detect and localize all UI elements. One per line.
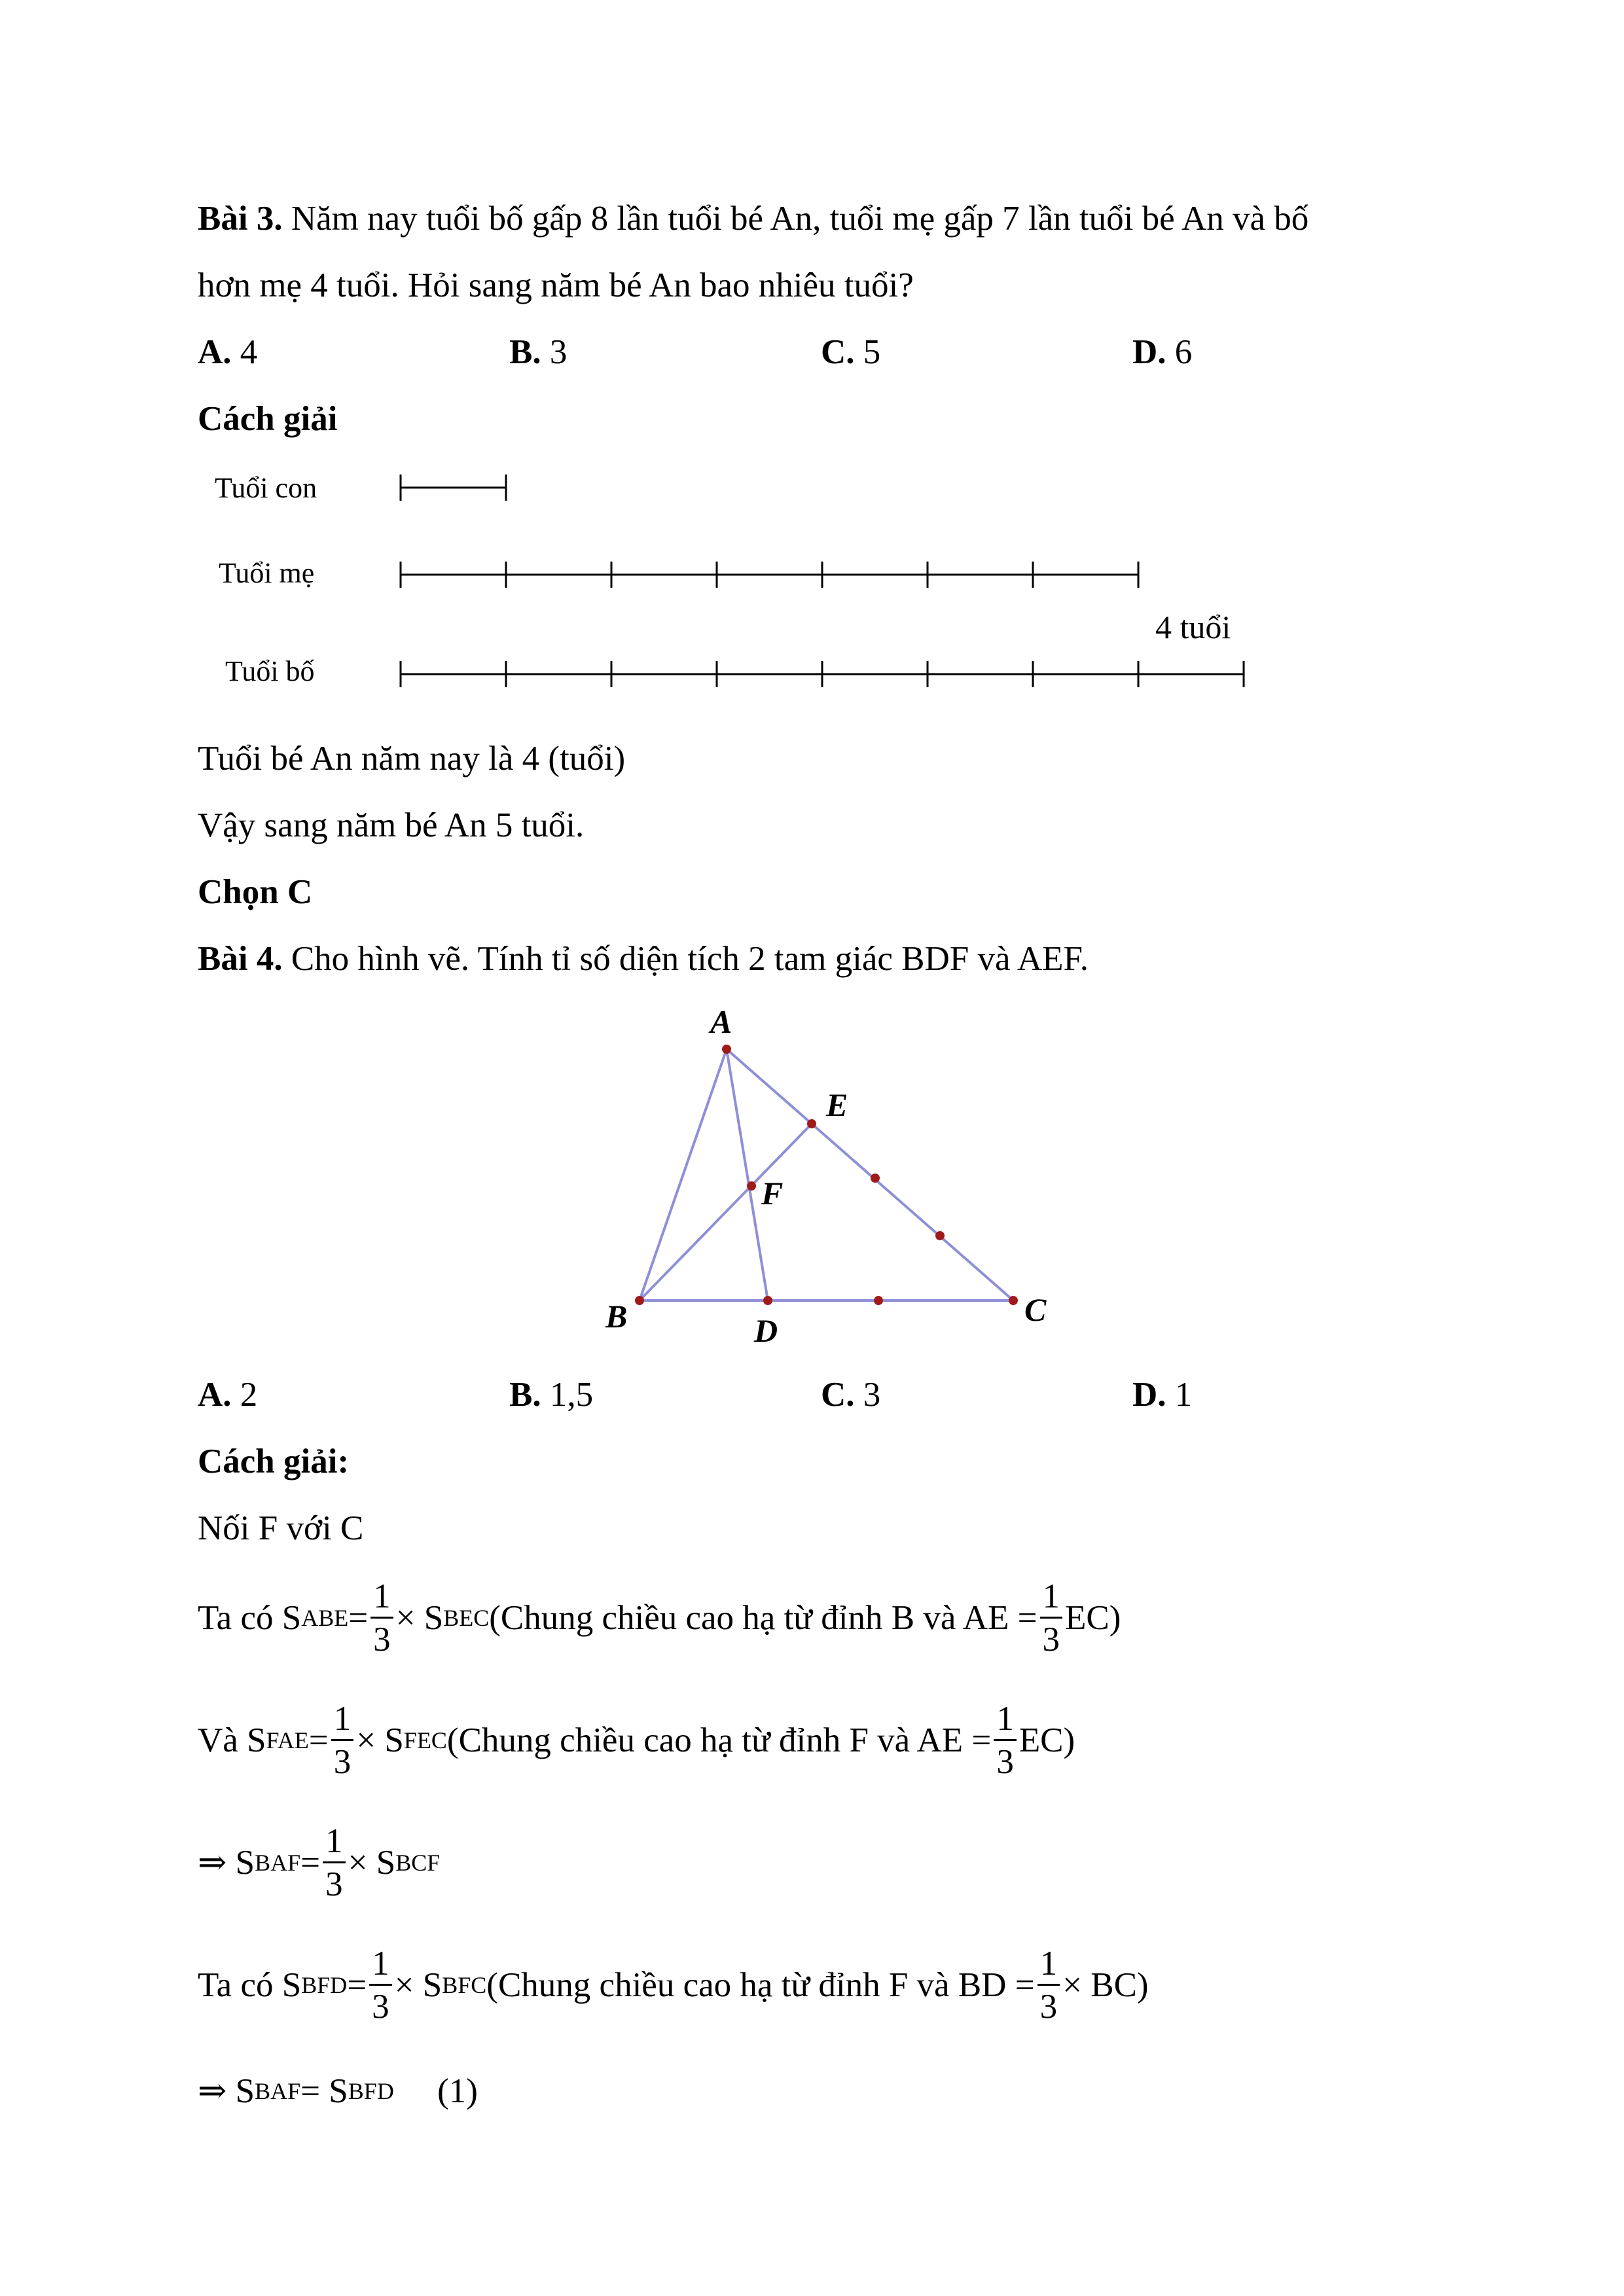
point-ac-mark2 bbox=[935, 1231, 945, 1240]
math-line-2: Và S FAE = $\frac{1}{3}$ × S FEC (Chung chiều cao hạ từ đỉnh F và AE = $\frac{1}{3}$ EC) bbox=[198, 1699, 1075, 1781]
option-value: 5 bbox=[854, 333, 881, 371]
equation-number: (1) bbox=[393, 2072, 478, 2110]
option-value: 1,5 bbox=[541, 1376, 594, 1414]
text: (Chung chiều cao hạ từ đỉnh F và BD = bbox=[486, 1965, 1035, 2004]
fraction bbox=[323, 1821, 346, 1903]
text: ⇒ S bbox=[198, 2072, 255, 2110]
point-ac-mark1 bbox=[871, 1174, 880, 1183]
text: = bbox=[308, 1721, 329, 1759]
bai4-question-text: Cho hình vẽ. Tính tỉ số diện tích 2 tam giác BDF và AEF. bbox=[282, 940, 1089, 978]
text: × S bbox=[395, 1598, 444, 1637]
label-e: E bbox=[826, 1086, 848, 1123]
fraction bbox=[994, 1699, 1017, 1781]
fraction bbox=[331, 1699, 354, 1781]
text: ⇒ S bbox=[198, 1843, 255, 1882]
option-letter: A. bbox=[198, 333, 232, 371]
option-value: 3 bbox=[854, 1376, 881, 1414]
text: Ta có S bbox=[198, 1965, 302, 2004]
bai4-solution-heading: Cách giải: bbox=[198, 1443, 350, 1480]
point-a bbox=[722, 1045, 731, 1054]
denominator: 3 bbox=[325, 1865, 343, 1903]
option-letter: C. bbox=[821, 1376, 855, 1414]
bai4-option-d bbox=[1132, 1378, 1192, 1412]
denominator: 3 bbox=[996, 1742, 1014, 1781]
text: × BC) bbox=[1062, 1965, 1149, 2004]
label-f: F bbox=[761, 1175, 784, 1211]
numerator: 1 bbox=[1038, 1946, 1060, 1986]
text: EC) bbox=[1019, 1721, 1075, 1759]
bai4-option-b bbox=[509, 1378, 593, 1412]
numerator: 1 bbox=[994, 1702, 1017, 1741]
point-c bbox=[1009, 1296, 1018, 1305]
text: = bbox=[348, 1598, 369, 1637]
denominator: 3 bbox=[372, 1987, 389, 2026]
math-line-3: ⇒ S BAF = $\frac{1}{3}$ × S BCF bbox=[198, 1821, 441, 1903]
bai4-title: Bài 4. bbox=[198, 940, 283, 978]
numerator: 1 bbox=[1040, 1579, 1063, 1619]
text: = bbox=[300, 1843, 321, 1882]
numerator: 1 bbox=[323, 1824, 346, 1863]
point-d bbox=[763, 1296, 772, 1305]
option-letter: C. bbox=[821, 333, 855, 371]
bai3-option-b bbox=[509, 335, 567, 370]
math-line-1: Ta có S ABE = $\frac{1}{3}$ × S BEC (Chung chiều cao hạ từ đỉnh B và AE = $\frac{1}{3}$ EC) bbox=[198, 1577, 1121, 1659]
option-value: 4 bbox=[231, 333, 258, 371]
point-bc-mark bbox=[874, 1296, 883, 1305]
denominator: 3 bbox=[1042, 1620, 1060, 1659]
label-a: A bbox=[710, 1003, 732, 1040]
text: Ta có S bbox=[198, 1598, 302, 1637]
option-value: 6 bbox=[1166, 333, 1193, 371]
text: × S bbox=[356, 1721, 404, 1759]
text: (Chung chiều cao hạ từ đỉnh F và AE = bbox=[446, 1721, 992, 1759]
label-tuoi-con: Tuổi con bbox=[215, 472, 317, 504]
label-4-tuoi: 4 tuổi bbox=[1155, 609, 1231, 645]
point-b bbox=[635, 1296, 644, 1305]
age-segment-diagram bbox=[196, 452, 1309, 713]
bai4-option-a bbox=[198, 1378, 257, 1412]
denominator: 3 bbox=[333, 1742, 352, 1781]
triangle-figure bbox=[589, 988, 1087, 1355]
text: Và S bbox=[198, 1721, 266, 1759]
math-line-5: ⇒ S BAF = S BFD (1) bbox=[198, 2072, 478, 2110]
numerator: 1 bbox=[370, 1579, 393, 1619]
fraction bbox=[1040, 1579, 1063, 1657]
option-letter: D. bbox=[1132, 333, 1166, 371]
denominator: 3 bbox=[1039, 1987, 1058, 2026]
bai3-option-c bbox=[821, 335, 880, 370]
bai3-choice: Chọn C bbox=[198, 873, 313, 911]
bai3-solution-heading: Cách giải bbox=[198, 400, 338, 438]
option-value: 2 bbox=[231, 1376, 258, 1414]
point-f bbox=[747, 1181, 756, 1191]
bai3-question-line1 bbox=[198, 202, 1308, 236]
bai4-option-c bbox=[821, 1378, 880, 1412]
denominator: 3 bbox=[373, 1620, 391, 1659]
label-tuoi-me: Tuổi mẹ bbox=[219, 557, 315, 589]
option-letter: B. bbox=[509, 1376, 541, 1414]
fraction bbox=[369, 1946, 392, 2024]
label-b: B bbox=[605, 1298, 628, 1335]
point-e bbox=[807, 1119, 816, 1128]
numerator: 1 bbox=[369, 1946, 392, 1986]
math-line-4: Ta có S BFD = $\frac{1}{3}$ × S BFC (Chung chiều cao hạ từ đỉnh F và BD = $\frac{1}{3}$ × BC) bbox=[198, 1944, 1149, 2026]
fraction bbox=[370, 1579, 393, 1657]
text: (Chung chiều cao hạ từ đỉnh B và AE = bbox=[489, 1598, 1038, 1637]
text: = S bbox=[300, 2072, 348, 2110]
bai3-answer-line1: Tuổi bé An năm nay là 4 (tuổi) bbox=[198, 740, 626, 778]
option-value: 3 bbox=[541, 333, 568, 371]
text: EC) bbox=[1065, 1598, 1121, 1637]
text: × S bbox=[394, 1965, 442, 2004]
label-d: D bbox=[754, 1312, 778, 1349]
numerator: 1 bbox=[331, 1702, 354, 1741]
text: × S bbox=[348, 1843, 396, 1882]
label-c: C bbox=[1024, 1291, 1047, 1328]
bai4-question bbox=[198, 942, 1089, 977]
label-tuoi-bo: Tuổi bố bbox=[225, 655, 315, 687]
bai3-question-line2: hơn mẹ 4 tuổi. Hỏi sang năm bé An bao nhiêu tuổi? bbox=[198, 266, 914, 304]
bai3-option-d bbox=[1132, 335, 1192, 370]
option-value: 1 bbox=[1166, 1376, 1193, 1414]
segment-be bbox=[640, 1124, 812, 1300]
bai3-answer-line2: Vậy sang năm bé An 5 tuổi. bbox=[198, 806, 585, 844]
option-letter: A. bbox=[198, 1376, 232, 1414]
text: = bbox=[347, 1965, 367, 2004]
bai3-question-text: Năm nay tuổi bố gấp 8 lần tuổi bé An, tuổi mẹ gấp 7 lần tuổi bé An và bố bbox=[282, 200, 1309, 238]
bai3-option-a bbox=[198, 335, 257, 370]
bai3-title: Bài 3. bbox=[198, 200, 283, 238]
bai4-step1: Nối F với C bbox=[198, 1509, 364, 1547]
option-letter: D. bbox=[1132, 1376, 1166, 1414]
fraction bbox=[1038, 1946, 1060, 2024]
edge-ab bbox=[640, 1049, 727, 1300]
option-letter: B. bbox=[509, 333, 541, 371]
